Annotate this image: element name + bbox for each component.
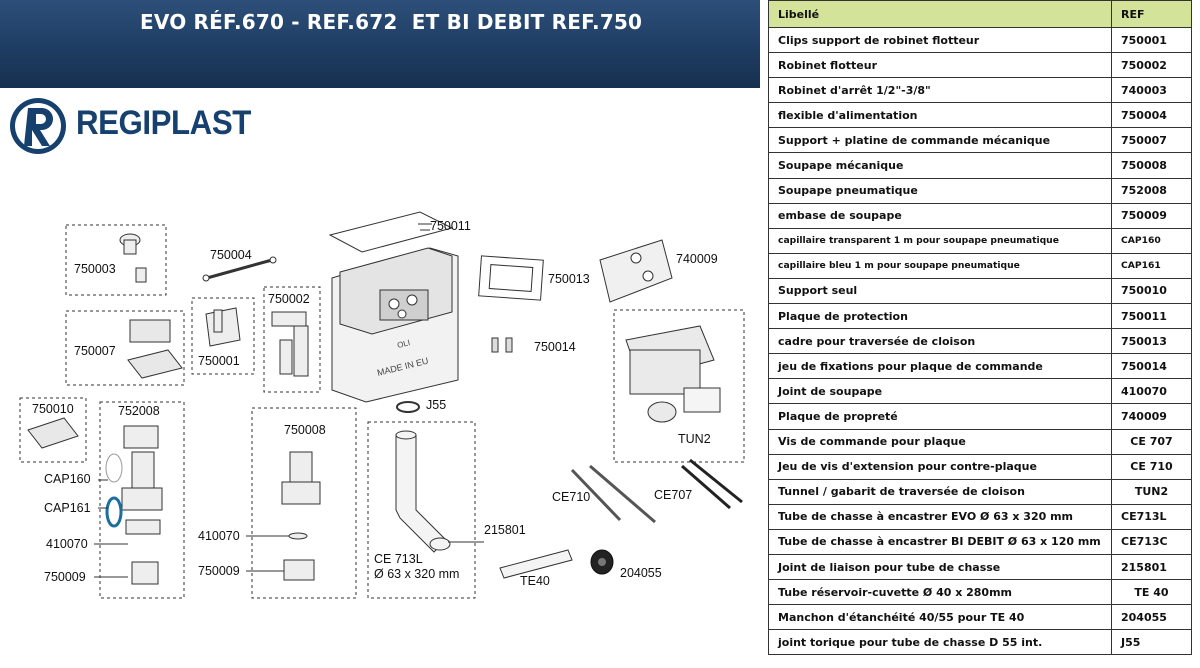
part-ref: 215801 — [1112, 554, 1192, 579]
parts-table-body — [769, 28, 1192, 655]
part-label: embase de soupape — [769, 203, 1112, 228]
table-row — [769, 253, 1192, 278]
table-row — [769, 28, 1192, 53]
part-label: capillaire bleu 1 m pour soupape pneumatique — [769, 253, 1112, 278]
table-row — [769, 53, 1192, 78]
part-label: Support seul — [769, 278, 1112, 303]
part-ref: TE 40 — [1112, 580, 1192, 605]
label-750007: 750007 — [74, 344, 116, 358]
part-ref: 750013 — [1112, 329, 1192, 354]
table-row — [769, 379, 1192, 404]
capillary-coils-drawing — [106, 454, 122, 526]
part-label: Tube de chasse à encastrer EVO Ø 63 x 320 mm — [769, 504, 1112, 529]
label-740009: 740009 — [676, 252, 718, 266]
clip-drawing — [206, 308, 240, 346]
j55-ring-drawing — [397, 402, 419, 412]
label-ce713l: CE 713L — [374, 552, 423, 566]
table-row — [769, 103, 1192, 128]
parts-table — [768, 0, 1192, 655]
brand-name: REGIPLAST — [76, 104, 251, 142]
column-header-label: Libellé — [769, 1, 1112, 28]
label-750002: 750002 — [268, 292, 310, 306]
table-row — [769, 78, 1192, 103]
part-ref: CE 707 — [1112, 429, 1192, 454]
table-row — [769, 554, 1192, 579]
part-label: Robinet flotteur — [769, 53, 1112, 78]
table-row — [769, 304, 1192, 329]
fixings-drawing — [492, 338, 512, 352]
part-ref: CE713L — [1112, 504, 1192, 529]
regiplast-logo-icon — [8, 96, 70, 156]
part-ref: 740009 — [1112, 404, 1192, 429]
table-row — [769, 429, 1192, 454]
table-row — [769, 580, 1192, 605]
part-ref: 750009 — [1112, 203, 1192, 228]
part-label: Soupape pneumatique — [769, 178, 1112, 203]
table-row — [769, 203, 1192, 228]
part-ref: CAP160 — [1112, 228, 1192, 253]
part-label: cadre pour traversée de cloison — [769, 329, 1112, 354]
part-ref: 750011 — [1112, 304, 1192, 329]
part-label: Clips support de robinet flotteur — [769, 28, 1112, 53]
label-te40: TE40 — [520, 574, 550, 588]
table-row — [769, 504, 1192, 529]
part-ref: 750010 — [1112, 278, 1192, 303]
part-ref: 204055 — [1112, 605, 1192, 630]
table-row — [769, 153, 1192, 178]
table-row — [769, 404, 1192, 429]
label-410070-left: 410070 — [46, 537, 88, 551]
table-row — [769, 178, 1192, 203]
table-row — [769, 354, 1192, 379]
part-ref: J55 — [1112, 630, 1192, 655]
part-label: joint torique pour tube de chasse D 55 int. — [769, 630, 1112, 655]
table-row — [769, 128, 1192, 153]
table-row — [769, 454, 1192, 479]
label-750003: 750003 — [74, 262, 116, 276]
part-label: Jeu de vis d'extension pour contre-plaque — [769, 454, 1112, 479]
part-ref: CAP161 — [1112, 253, 1192, 278]
table-row — [769, 529, 1192, 554]
label-cap161: CAP161 — [44, 501, 91, 515]
brand-logo — [8, 96, 251, 156]
label-750011: 750011 — [430, 219, 471, 233]
part-label: Support + platine de commande mécanique — [769, 128, 1112, 153]
label-j55: J55 — [426, 398, 447, 412]
part-ref: 750014 — [1112, 354, 1192, 379]
tunnel-drawing — [626, 326, 720, 422]
label-750001: 750001 — [198, 354, 240, 368]
part-ref: 750001 — [1112, 28, 1192, 53]
part-ref: 410070 — [1112, 379, 1192, 404]
label-ce713l-dimension: Ø 63 x 320 mm — [374, 567, 460, 581]
label-752008: 752008 — [118, 404, 160, 418]
part-label: Plaque de propreté — [769, 404, 1112, 429]
table-row — [769, 479, 1192, 504]
part-label: Joint de soupape — [769, 379, 1112, 404]
frame-drawing — [479, 256, 544, 300]
part-label: Tube réservoir-cuvette Ø 40 x 280mm — [769, 580, 1112, 605]
label-204055: 204055 — [620, 566, 662, 580]
pneumatic-valve-drawing — [122, 426, 162, 584]
part-label: Tunnel / gabarit de traversée de cloison — [769, 479, 1112, 504]
label-410070-right: 410070 — [198, 529, 240, 543]
part-label: Soupape mécanique — [769, 153, 1112, 178]
part-label: Vis de commande pour plaque — [769, 429, 1112, 454]
table-row — [769, 630, 1192, 655]
reservoir-drawing — [332, 248, 458, 402]
cleanliness-plate-drawing — [600, 240, 672, 302]
part-ref: 750008 — [1112, 153, 1192, 178]
part-ref: CE 710 — [1112, 454, 1192, 479]
label-cap160: CAP160 — [44, 472, 91, 486]
exploded-parts-diagram — [0, 190, 760, 668]
label-750010: 750010 — [32, 402, 74, 416]
label-750009-left: 750009 — [44, 570, 86, 584]
mechanical-support-drawing — [128, 320, 182, 378]
support-drawing — [28, 418, 78, 448]
part-label: Joint de liaison pour tube de chasse — [769, 554, 1112, 579]
column-header-ref: REF — [1112, 1, 1192, 28]
label-ce707: CE707 — [654, 488, 693, 502]
table-row — [769, 278, 1192, 303]
part-ref: 752008 — [1112, 178, 1192, 203]
part-label: Manchon d'étanchéité 40/55 pour TE 40 — [769, 605, 1112, 630]
part-ref: 750004 — [1112, 103, 1192, 128]
reservoir-made-in: MADE IN EU — [376, 355, 430, 378]
mechanical-valve-drawing — [282, 452, 320, 580]
header-banner — [0, 0, 760, 88]
part-ref: 750007 — [1112, 128, 1192, 153]
part-label: Robinet d'arrêt 1/2"-3/8" — [769, 78, 1112, 103]
reservoir-brand-mark: OLI — [396, 338, 412, 350]
part-label: Plaque de protection — [769, 304, 1112, 329]
float-valve-drawing — [272, 312, 308, 376]
flush-pipe-drawing — [396, 431, 450, 552]
part-ref: 740003 — [1112, 78, 1192, 103]
label-750004: 750004 — [210, 248, 252, 262]
label-750014: 750014 — [534, 340, 576, 354]
part-ref: CE713C — [1112, 529, 1192, 554]
label-ce710: CE710 — [552, 490, 591, 504]
part-label: Tube de chasse à encastrer BI DEBIT Ø 63 x 120 mm — [769, 529, 1112, 554]
table-row — [769, 605, 1192, 630]
table-row — [769, 329, 1192, 354]
label-tun2: TUN2 — [678, 432, 711, 446]
table-row — [769, 228, 1192, 253]
part-label: jeu de fixations pour plaque de commande — [769, 354, 1112, 379]
page-title: EVO RÉF.670 - REF.672 ET BI DEBIT REF.750 — [140, 10, 643, 34]
part-ref: TUN2 — [1112, 479, 1192, 504]
stop-valve-drawing — [120, 234, 146, 282]
label-750009-right: 750009 — [198, 564, 240, 578]
table-header-row — [769, 1, 1192, 28]
part-label: capillaire transparent 1 m pour soupape pneumatique — [769, 228, 1112, 253]
part-label: flexible d'alimentation — [769, 103, 1112, 128]
label-215801: 215801 — [484, 523, 526, 537]
part-ref: 750002 — [1112, 53, 1192, 78]
part-box-750003 — [66, 225, 166, 295]
label-750013: 750013 — [548, 272, 590, 286]
label-750008: 750008 — [284, 423, 326, 437]
